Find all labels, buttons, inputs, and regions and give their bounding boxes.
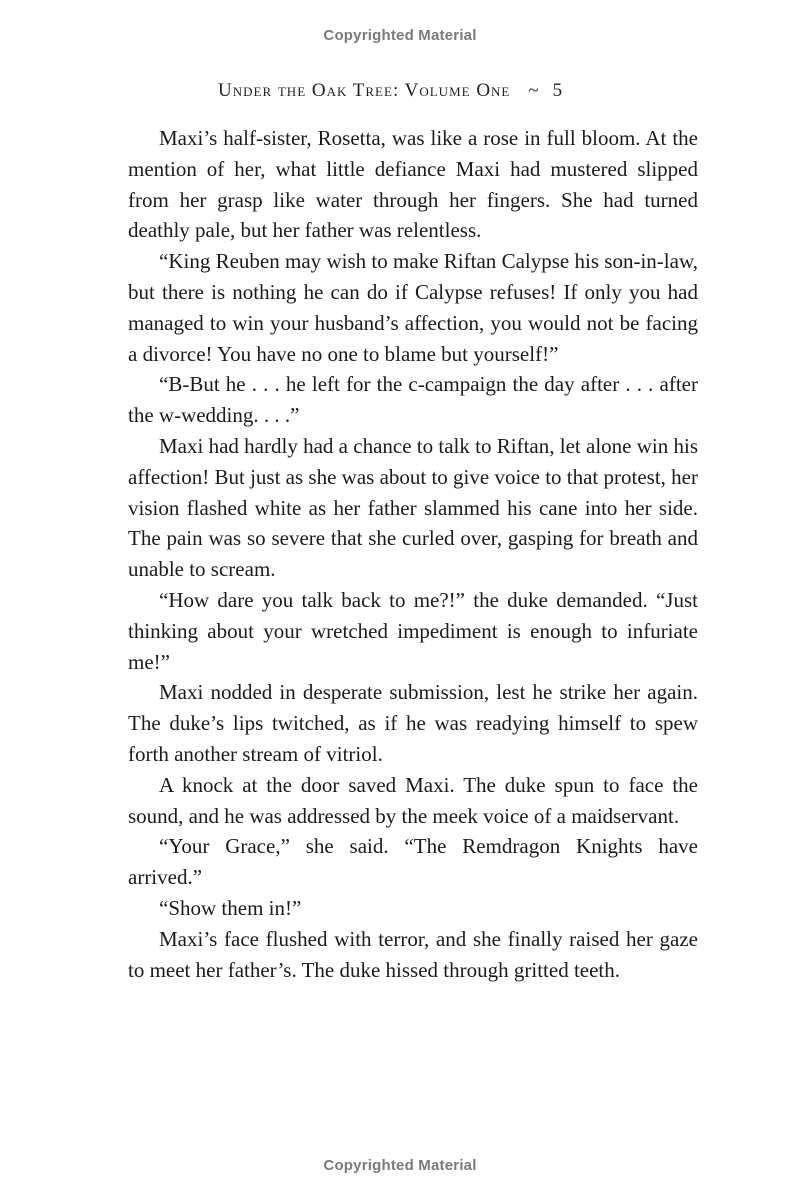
- paragraph-1: Maxi’s half-sister, Rosetta, was like a rose in full bloom. At the mention of her, what little defiance Maxi had mustered slipped from her grasp like water through her fingers. She had turned deathly pale, but her father was relentless.: [128, 126, 698, 243]
- body-text: [128, 123, 698, 985]
- paragraph-10: Maxi’s face flushed with terror, and she finally raised her gaze to meet her father’s. The duke hissed through gritted teeth.: [128, 926, 698, 982]
- running-header: [218, 80, 618, 102]
- copyright-watermark-top: Copyrighted Material: [323, 27, 477, 44]
- paragraph-6: Maxi nodded in desperate submission, lest he strike her again. The duke’s lips twitched, as if he was readying himself to spew forth another stream of vitriol.: [128, 680, 698, 766]
- book-title: Under the Oak Tree: Volume One: [218, 80, 511, 101]
- copyright-watermark-bottom: Copyrighted Material: [323, 1157, 477, 1174]
- header-separator: ~: [528, 80, 539, 101]
- paragraph-4: Maxi had hardly had a chance to talk to Riftan, let alone win his affection! But just as she was about to give voice to that protest, her vision flashed white as her father slammed his cane into her side. The pain was so severe that she curled over, gasping for breath and unable to scream.: [128, 433, 698, 582]
- paragraph-5: “How dare you talk back to me?!” the duke demanded. “Just thinking about your wretched impediment is enough to infuriate me!”: [128, 587, 698, 674]
- paragraph-8: “Your Grace,” she said. “The Remdragon Knights have arrived.”: [128, 834, 698, 890]
- paragraph-7: A knock at the door saved Maxi. The duke spun to face the sound, and he was addressed by the meek voice of a maidservant.: [128, 772, 698, 828]
- paragraph-3: “B-But he . . . he left for the c-campaign the day after . . . after the w-wedding. . . .”: [128, 372, 698, 428]
- paragraph-2: “King Reuben may wish to make Riftan Calypse his son-in-law, but there is nothing he can do if Calypse refuses! If only you had managed to win your husband’s affection, you would not be facing a divorce! You have no one to blame but yourself!”: [128, 249, 698, 366]
- page-number: 5: [552, 80, 563, 101]
- paragraph-9: “Show them in!”: [159, 895, 302, 920]
